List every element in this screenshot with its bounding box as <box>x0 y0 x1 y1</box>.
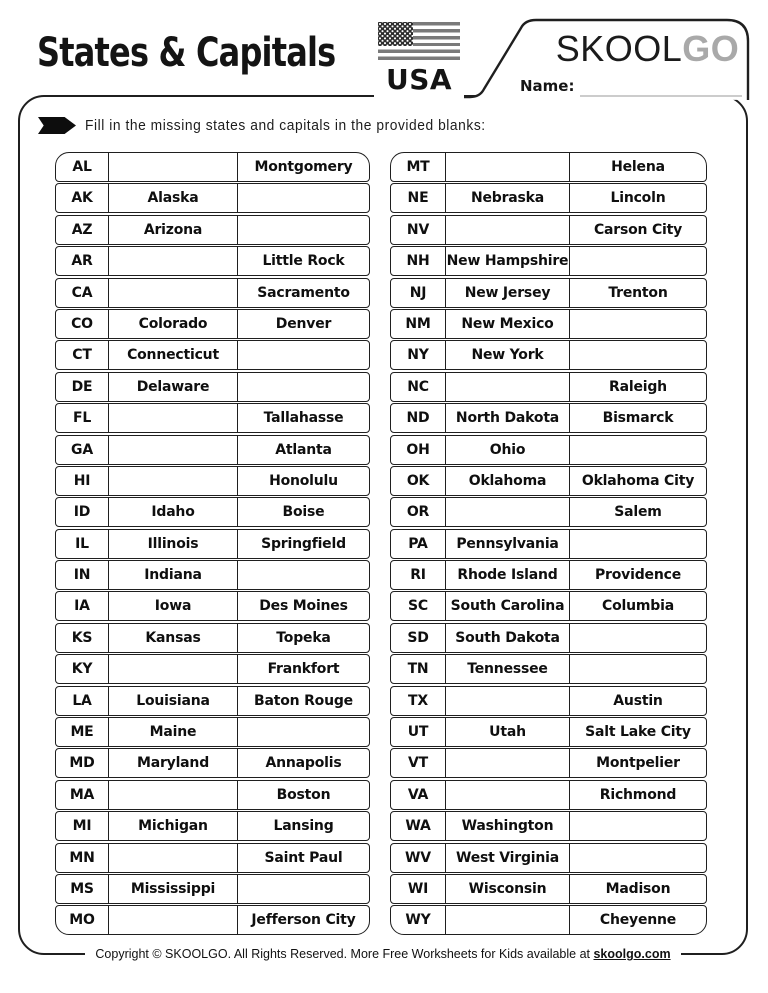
abbr-cell: MD <box>56 749 109 777</box>
abbr-cell: MS <box>56 875 109 903</box>
blank-capital-cell <box>238 875 369 903</box>
blank-state-cell <box>109 467 238 495</box>
table-row <box>55 686 370 716</box>
name-input-line <box>580 79 742 97</box>
blank-capital-cell <box>570 310 706 338</box>
blank-capital-cell <box>570 655 706 683</box>
capital-cell: Carson City <box>593 221 683 238</box>
table-row <box>390 748 707 778</box>
blank-state-cell <box>109 844 238 872</box>
state-cell: Oklahoma <box>446 467 570 495</box>
blank-state-cell <box>109 436 238 464</box>
state-cell: South Carolina <box>446 592 570 620</box>
table-row <box>390 654 707 684</box>
state-cell: New Mexico <box>446 310 570 338</box>
table-row <box>390 623 707 653</box>
blank-state-cell <box>446 498 570 526</box>
footer-inner <box>85 945 680 964</box>
abbr-cell: NM <box>391 310 446 338</box>
capital-cell: Little Rock <box>262 253 345 270</box>
states-table-right <box>390 152 707 935</box>
capital-cell: Madison <box>605 880 671 897</box>
blank-state-cell <box>109 247 238 275</box>
table-row <box>55 843 370 873</box>
abbr-cell: WV <box>391 844 446 872</box>
page-title: States & Capitals <box>37 30 336 76</box>
table-row <box>55 811 370 841</box>
capital-cell: Baton Rouge <box>254 692 353 709</box>
table-row <box>390 843 707 873</box>
blank-state-cell <box>446 749 570 777</box>
capital-cell: Montpelier <box>596 755 680 772</box>
table-row <box>55 497 370 527</box>
state-cell: Washington <box>446 812 570 840</box>
capital-cell: Honolulu <box>269 472 338 489</box>
blank-state-cell <box>109 153 238 181</box>
table-row <box>390 466 707 496</box>
table-row <box>390 309 707 339</box>
table-row <box>390 529 707 559</box>
abbr-cell: PA <box>391 530 446 558</box>
table-row <box>390 435 707 465</box>
blank-state-cell <box>109 279 238 307</box>
footer-link[interactable]: skoolgo.com <box>593 947 671 961</box>
state-cell: Idaho <box>109 498 238 526</box>
state-cell: Tennessee <box>446 655 570 683</box>
table-row <box>390 183 707 213</box>
capital-cell: Columbia <box>602 598 674 615</box>
table-row <box>55 215 370 245</box>
table-row <box>55 874 370 904</box>
state-cell: Indiana <box>109 561 238 589</box>
abbr-cell: IL <box>56 530 109 558</box>
capital-cell: Lincoln <box>610 190 666 207</box>
table-row <box>390 340 707 370</box>
table-row <box>390 497 707 527</box>
name-label: Name: <box>520 77 575 95</box>
blank-state-cell <box>446 373 570 401</box>
table-row <box>55 246 370 276</box>
abbr-cell: OH <box>391 436 446 464</box>
table-row <box>390 215 707 245</box>
state-cell: Maine <box>109 718 238 746</box>
abbr-cell: GA <box>56 436 109 464</box>
state-cell: Delaware <box>109 373 238 401</box>
abbr-cell: CO <box>56 310 109 338</box>
state-cell: West Virginia <box>446 844 570 872</box>
state-cell: Maryland <box>109 749 238 777</box>
state-cell: Mississippi <box>109 875 238 903</box>
table-row <box>55 309 370 339</box>
table-row <box>390 905 707 935</box>
blank-capital-cell <box>570 247 706 275</box>
capital-cell: Montgomery <box>254 159 353 175</box>
capital-cell: Helena <box>611 159 665 175</box>
abbr-cell: OR <box>391 498 446 526</box>
abbr-cell: IA <box>56 592 109 620</box>
table-row <box>55 623 370 653</box>
table-row <box>55 340 370 370</box>
table-row <box>55 372 370 402</box>
abbr-cell: WI <box>391 875 446 903</box>
abbr-cell: ME <box>56 718 109 746</box>
blank-state-cell <box>446 687 570 715</box>
table-row <box>55 654 370 684</box>
capital-cell: Sacramento <box>257 284 350 301</box>
state-cell: Illinois <box>109 530 238 558</box>
capital-cell: Frankfort <box>267 661 340 678</box>
abbr-cell: CT <box>56 341 109 369</box>
table-row <box>390 152 707 182</box>
abbr-cell: RI <box>391 561 446 589</box>
table-row <box>55 748 370 778</box>
flag-label: USA <box>374 63 464 98</box>
table-row <box>55 278 370 308</box>
states-table-left <box>55 152 370 935</box>
state-cell: Colorado <box>109 310 238 338</box>
table-row <box>55 152 370 182</box>
state-cell: Pennsylvania <box>446 530 570 558</box>
blank-state-cell <box>109 781 238 809</box>
capital-cell: Annapolis <box>265 755 342 772</box>
blank-state-cell <box>446 906 570 934</box>
capital-cell: Trenton <box>608 284 668 301</box>
abbr-cell: MA <box>56 781 109 809</box>
blank-capital-cell <box>238 718 369 746</box>
blank-state-cell <box>109 906 238 934</box>
capital-cell: Denver <box>275 315 332 332</box>
capital-cell: Richmond <box>599 786 677 803</box>
abbr-cell: SC <box>391 592 446 620</box>
table-row <box>55 905 370 935</box>
abbr-cell: LA <box>56 687 109 715</box>
blank-capital-cell <box>570 812 706 840</box>
logo-text-skool: SKOOL <box>555 28 683 69</box>
state-cell: Rhode Island <box>446 561 570 589</box>
state-cell: Connecticut <box>109 341 238 369</box>
blank-state-cell <box>446 153 570 181</box>
blank-capital-cell <box>570 341 706 369</box>
table-row <box>390 278 707 308</box>
capital-cell: Raleigh <box>609 378 667 395</box>
table-row <box>55 183 370 213</box>
blank-state-cell <box>109 655 238 683</box>
blank-capital-cell <box>570 624 706 652</box>
state-cell: Ohio <box>446 436 570 464</box>
abbr-cell: NC <box>391 373 446 401</box>
abbr-cell: AZ <box>56 216 109 244</box>
instruction-row <box>38 117 521 134</box>
capital-cell: Providence <box>595 567 681 584</box>
abbr-cell: IN <box>56 561 109 589</box>
abbr-cell: MT <box>391 153 446 181</box>
usa-flag-icon <box>378 22 460 67</box>
capital-cell: Tallahasse <box>263 410 344 427</box>
abbr-cell: SD <box>391 624 446 652</box>
state-cell: North Dakota <box>446 404 570 432</box>
blank-capital-cell <box>570 530 706 558</box>
table-row <box>55 717 370 747</box>
state-cell: Nebraska <box>446 184 570 212</box>
capital-cell: Cheyenne <box>599 912 677 929</box>
instruction-text: Fill in the missing states and capitals in the provided blanks: <box>85 117 486 134</box>
abbr-cell: DE <box>56 373 109 401</box>
table-row <box>390 811 707 841</box>
table-row <box>55 435 370 465</box>
blank-capital-cell <box>238 216 369 244</box>
footer-text: Copyright © SKOOLGO. All Rights Reserved. More Free Worksheets for Kids available at <box>95 947 594 961</box>
abbr-cell: CA <box>56 279 109 307</box>
state-cell: Wisconsin <box>446 875 570 903</box>
abbr-cell: MN <box>56 844 109 872</box>
abbr-cell: ID <box>56 498 109 526</box>
abbr-cell: VT <box>391 749 446 777</box>
table-row <box>55 560 370 590</box>
capital-cell: Topeka <box>276 629 331 646</box>
table-row <box>390 874 707 904</box>
capital-cell: Salt Lake City <box>585 724 691 741</box>
table-row <box>390 717 707 747</box>
capital-cell: Lansing <box>273 818 334 835</box>
abbr-cell: WY <box>391 906 446 934</box>
blank-state-cell <box>446 781 570 809</box>
table-row <box>55 466 370 496</box>
table-row <box>390 403 707 433</box>
capital-cell: Springfield <box>261 535 346 552</box>
abbr-cell: AL <box>56 153 109 181</box>
blank-capital-cell <box>238 561 369 589</box>
state-cell: New Jersey <box>446 279 570 307</box>
blank-capital-cell <box>238 184 369 212</box>
table-row <box>390 591 707 621</box>
arrow-icon <box>38 117 76 134</box>
table-row <box>55 780 370 810</box>
blank-state-cell <box>446 216 570 244</box>
abbr-cell: VA <box>391 781 446 809</box>
flag-canton <box>378 22 413 46</box>
state-cell: Arizona <box>109 216 238 244</box>
state-cell: Utah <box>446 718 570 746</box>
abbr-cell: AR <box>56 247 109 275</box>
abbr-cell: MI <box>56 812 109 840</box>
table-row <box>55 591 370 621</box>
table-row <box>390 780 707 810</box>
state-cell: Alaska <box>109 184 238 212</box>
blank-state-cell <box>109 404 238 432</box>
state-cell: New York <box>446 341 570 369</box>
table-row <box>55 403 370 433</box>
capital-cell: Des Moines <box>259 598 348 615</box>
skoolgo-logo <box>545 28 750 70</box>
state-cell: Iowa <box>109 592 238 620</box>
capital-cell: Boston <box>276 786 331 803</box>
table-row <box>390 686 707 716</box>
abbr-cell: HI <box>56 467 109 495</box>
abbr-cell: WA <box>391 812 446 840</box>
state-cell: Michigan <box>109 812 238 840</box>
capital-cell: Atlanta <box>275 441 332 458</box>
state-cell: New Hampshire <box>446 247 570 275</box>
abbr-cell: KS <box>56 624 109 652</box>
footer <box>18 945 748 964</box>
blank-capital-cell <box>238 373 369 401</box>
abbr-cell: UT <box>391 718 446 746</box>
state-cell: Louisiana <box>109 687 238 715</box>
state-cell: Kansas <box>109 624 238 652</box>
abbr-cell: FL <box>56 404 109 432</box>
capital-cell: Austin <box>613 692 663 709</box>
logo-text-go: GO <box>682 28 740 69</box>
capital-cell: Saint Paul <box>264 849 343 866</box>
abbr-cell: NY <box>391 341 446 369</box>
table-row <box>390 372 707 402</box>
abbr-cell: TX <box>391 687 446 715</box>
capital-cell: Boise <box>282 504 325 521</box>
capital-cell: Oklahoma City <box>581 472 695 489</box>
capital-cell: Salem <box>614 504 662 521</box>
table-row <box>55 529 370 559</box>
table-row <box>390 560 707 590</box>
abbr-cell: NH <box>391 247 446 275</box>
abbr-cell: NJ <box>391 279 446 307</box>
state-cell: South Dakota <box>446 624 570 652</box>
blank-capital-cell <box>570 436 706 464</box>
abbr-cell: OK <box>391 467 446 495</box>
abbr-cell: ND <box>391 404 446 432</box>
abbr-cell: TN <box>391 655 446 683</box>
abbr-cell: NV <box>391 216 446 244</box>
abbr-cell: AK <box>56 184 109 212</box>
abbr-cell: KY <box>56 655 109 683</box>
abbr-cell: MO <box>56 906 109 934</box>
blank-capital-cell <box>238 341 369 369</box>
capital-cell: Jefferson City <box>251 912 356 929</box>
blank-capital-cell <box>570 844 706 872</box>
table-row <box>390 246 707 276</box>
capital-cell: Bismarck <box>602 410 674 427</box>
abbr-cell: NE <box>391 184 446 212</box>
